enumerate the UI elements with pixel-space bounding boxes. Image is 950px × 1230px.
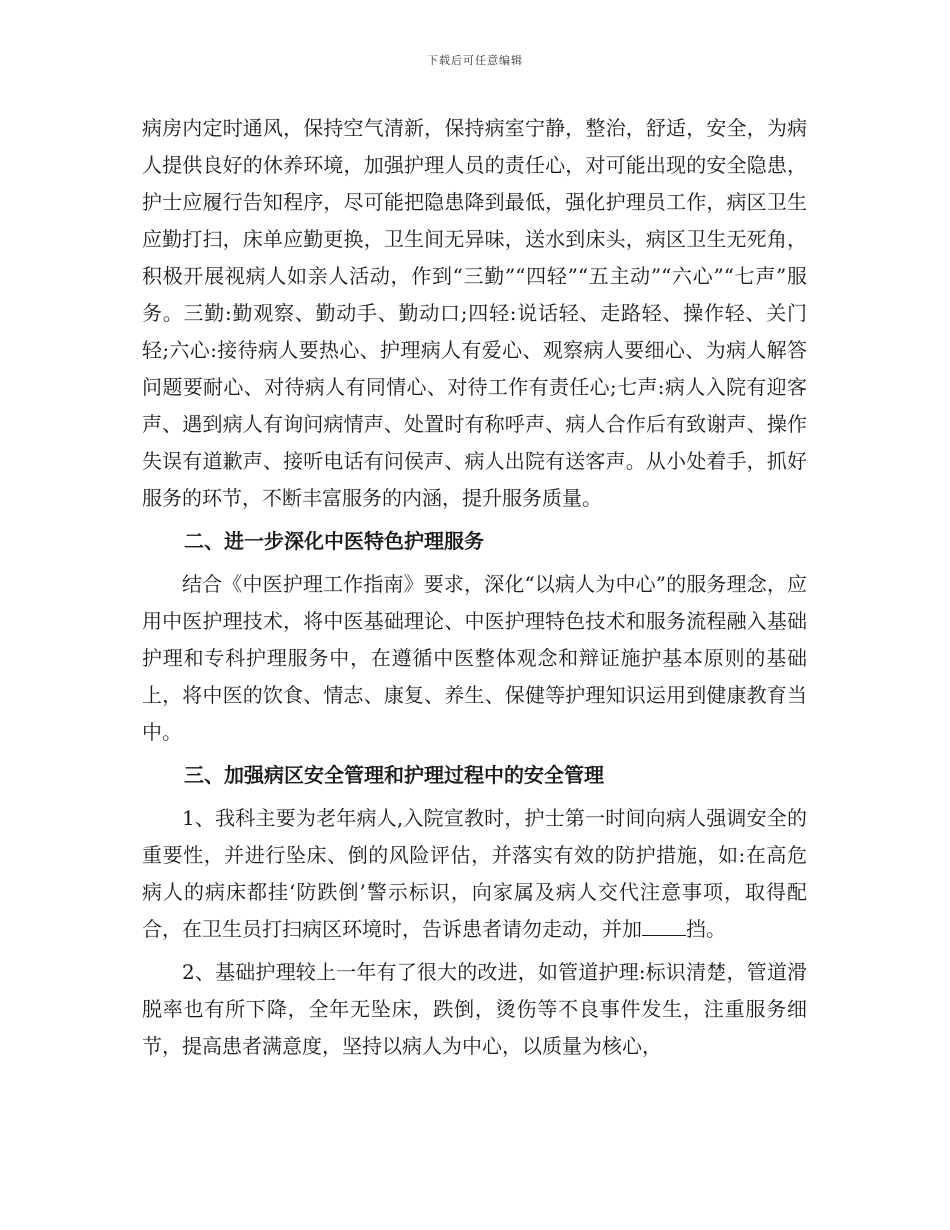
fill-in-blank — [642, 915, 686, 936]
paragraph-safety-1-end: 挡。 — [686, 917, 726, 941]
paragraph-service: 病房内定时通风，保持空气清新，保持病室宁静，整治，舒适，安全，为病人提供良好的休养环境，加强护理人员的责任心，对可能出现的安全隐患，护士应履行告知程序，尽可能把隐患降到最低，强化护理员工作，病区卫生应勤打扫，床单应勤更换，卫生间无异味，送水到床头，病区卫生无死角，积极开展视病人如亲人活动，作到“三勤”“四轻”“五主动”“六心”“七声”服务。三勤:勤观察、勤动手、勤动口;四轻:说话轻、走路轻、操作轻、关门轻;六心:接待病人要热心、护理病人有爱心、观察病人要细心、为病人解答问题要耐心、对待病人有同情心、对待工作有责任心;七声:病人入院有迎客声、遇到病人有询问病情声、处置时有称呼声、病人合作后有致谢声、操作失误有道歉声、接听电话有问侯声、病人出院有送客声。从小处着手，抓好服务的环节，不断丰富服务的内涵，提升服务质量。 — [142, 116, 807, 510]
paragraph-safety-2: 2、基础护理较上一年有了很大的改进，如管道护理:标识清楚，管道滑脱率也有所下降，全年无坠床，跌倒，烫伤等不良事件发生，注重服务细节，提高患者满意度，坚持以病人为中心，以质量为核心， — [142, 960, 807, 1058]
section-heading-safety: 三、加强病区安全管理和护理过程中的安全管理 — [184, 763, 604, 787]
page-header-note: 下载后可任意编辑 — [427, 54, 523, 67]
paragraph-safety-1-text: 1、我科主要为老年病人,入院宣教时，护士第一时间向病人强调安全的重要性，并进行坠床、倒的风险评估，并落实有效的防护措施，如:在高危病人的病床都挂‘防跌倒’警示标识，向家属及病人交代注意事项，取得配合，在卫生员打扫病区环境时，告诉患者请勿走动，并加 — [142, 806, 807, 941]
section-heading-tcm-nursing: 二、进一步深化中医特色护理服务 — [184, 529, 484, 553]
document-body — [142, 110, 807, 1065]
paragraph-tcm-nursing: 结合《中医护理工作指南》要求，深化“以病人为中心”的服务理念，应用中医护理技术，将中医基础理论、中医护理特色技术和服务流程融入基础护理和专科护理服务中，在遵循中医整体观念和辩证施护基本原则的基础上，将中医的饮食、情志、康复、养生、保健等护理知识运用到健康教育当中。 — [142, 572, 807, 744]
paragraph-safety-1 — [142, 800, 807, 948]
